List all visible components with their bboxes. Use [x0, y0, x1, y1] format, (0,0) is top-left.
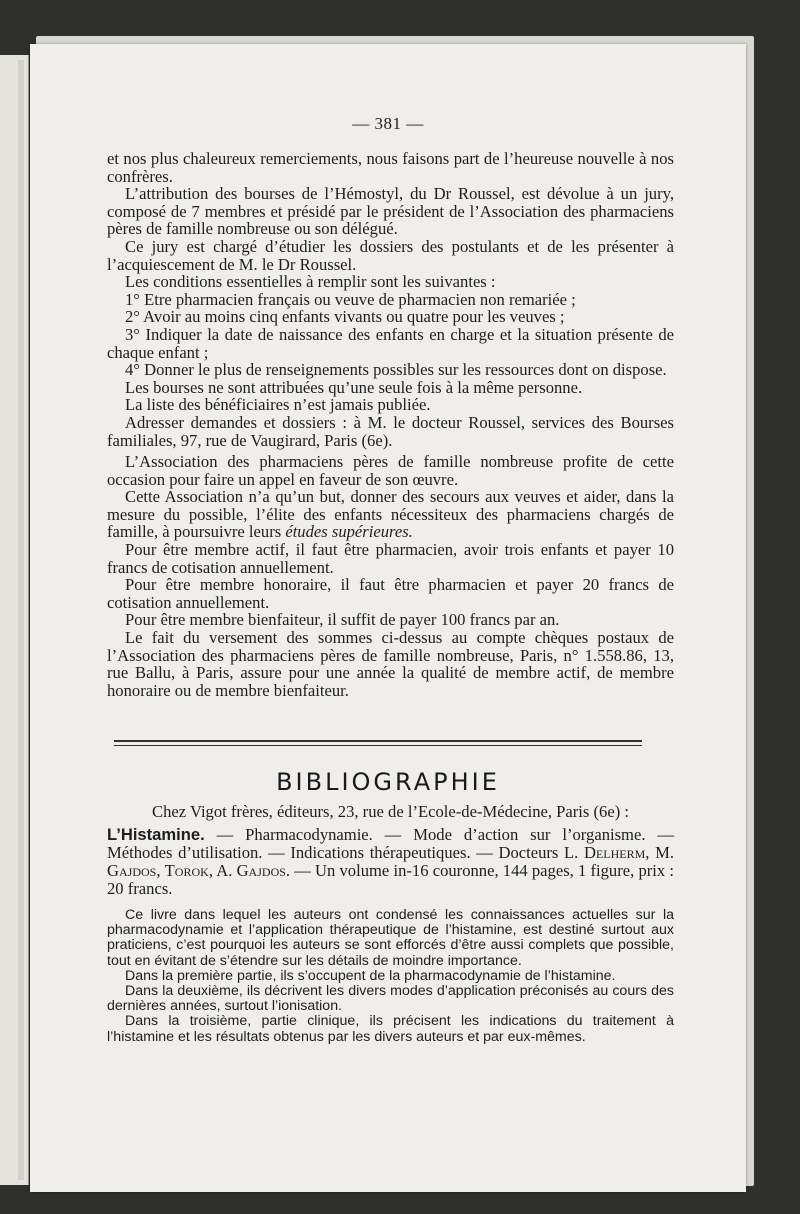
document-page — [30, 44, 746, 1192]
paragraph: Les bourses ne sont attribuées qu’une seule fois à la même personne. — [125, 377, 583, 397]
paragraph: Ce jury est chargé d’étudier les dossiers des postulants et de les présenter à l’acquiescement de M. le Dr Roussel. — [107, 236, 674, 274]
condition-item: 3° Indiquer la date de naissance des enfants en charge et la situation présente de chaque enfant ; — [107, 324, 674, 362]
emphasis-text: études supérieures. — [285, 522, 413, 542]
paragraph: La liste des bénéficiaires n’est jamais publiée. — [125, 395, 431, 415]
author-name: Torok — [164, 861, 209, 880]
book-summary — [107, 908, 674, 1045]
summary-paragraph: Dans la première partie, ils s’occupent de la pharmacodynamie de l’histamine. — [125, 967, 616, 984]
paragraph: Le fait du versement des sommes ci-dessus au compte chèques postaux de l’Association des pharmaciens pères de famille nombreuse, Paris, n° 1.558.86, 13, rue Ballu, à Paris, assure pour une année la qualité de membre actif, de membre honoraire ou de membre bienfaiteur. — [107, 628, 674, 700]
paragraph: Pour être membre actif, il faut être pharmacien, avoir trois enfants et payer 10 francs de cotisation annuellement. — [107, 540, 674, 577]
separator: , M. — [645, 843, 674, 862]
paragraph: Adresser demandes et dossiers : à M. le docteur Roussel, services des Bourses familiales, 97, rue de Vaugirard, Paris (6e). — [107, 412, 674, 450]
book-description: . — Un volume in-16 couronne, 144 pages, 1 figure, prix : 20 francs. — [107, 861, 674, 898]
paragraph: L’attribution des bourses de l’Hémostyl, du Dr Roussel, est dévolue à un jury, composé de 7 membres et présidé par le président de l’Association des pharmaciens pères de famille nombreuse ou son délégué. — [107, 184, 674, 239]
book-description: — Pharmacodynamie. — Mode d’action sur l’organisme. — Méthodes d’utilisation. — Indications thérapeutiques. — Docteurs L. — [107, 825, 674, 862]
paragraph: Pour être membre honoraire, il faut être pharmacien et payer 20 francs de cotisation annuellement. — [107, 575, 674, 612]
paragraph: L’Association des pharmaciens pères de famille nombreuse profite de cette occasion pour faire un appel en faveur de son œuvre. — [107, 452, 674, 489]
separator: , — [156, 861, 165, 880]
paragraph: et nos plus chaleureux remerciements, nous faisons part de l’heureuse nouvelle à nos confrères. — [107, 149, 674, 186]
summary-paragraph: Dans la troisième, partie clinique, ils précisent les indications du traitement à l’histamine et les résultats obtenus par les divers auteurs et par eux-mêmes. — [107, 1013, 674, 1045]
summary-paragraph: Ce livre dans lequel les auteurs ont condensé les connaissances actuelles sur la pharmacodynamie et l’application thérapeutique de l’histamine, est destiné surtout aux praticiens, c’est pourquoi les auteurs se sont efforcés d’être aussi complets que possible, tout en évitant de s’étendre sur les détails de moindre importance. — [107, 907, 674, 969]
summary-paragraph: Dans la deuxième, ils décrivent les divers modes d’application préconisés au cours des dernières années, surtout l’ionisation. — [107, 983, 674, 1015]
left-page-edge — [0, 55, 29, 1185]
condition-item: 4° Donner le plus de renseignements possibles sur les ressources dont on dispose. — [125, 360, 667, 380]
condition-item: 2° Avoir au moins cinq enfants vivants ou quatre pour les veuves ; — [125, 307, 565, 327]
book-entry — [107, 826, 674, 898]
author-name: Delherm — [583, 843, 646, 862]
author-name: Gajdos — [236, 861, 286, 880]
paragraph: Les conditions essentielles à remplir sont les suivantes : — [125, 272, 496, 292]
section-divider — [114, 740, 642, 746]
body-text — [107, 150, 674, 699]
publisher-line: Chez Vigot frères, éditeurs, 23, rue de l’Ecole-de-Médecine, Paris (6e) : — [152, 802, 629, 821]
bibliography-heading: BIBLIOGRAPHIE — [276, 768, 500, 796]
paragraph-text: Cette Association n’a qu’un but, donner des secours aux veuves et aider, dans la mesure du possible, l’élite des enfants nécessiteux des pharmaciens chargés de famille, à poursuivre leurs — [107, 487, 674, 542]
left-page-shadow — [18, 60, 24, 1180]
separator: , A. — [208, 861, 237, 880]
paragraph — [107, 488, 674, 541]
paragraph: Pour être membre bienfaiteur, il suffit de payer 100 francs par an. — [125, 610, 560, 630]
book-title: L’Histamine. — [107, 825, 205, 844]
author-name: Gajdos — [107, 861, 157, 880]
page-number: — 381 — — [352, 114, 424, 133]
condition-item: 1° Etre pharmacien français ou veuve de pharmacien non remariée ; — [125, 289, 576, 309]
